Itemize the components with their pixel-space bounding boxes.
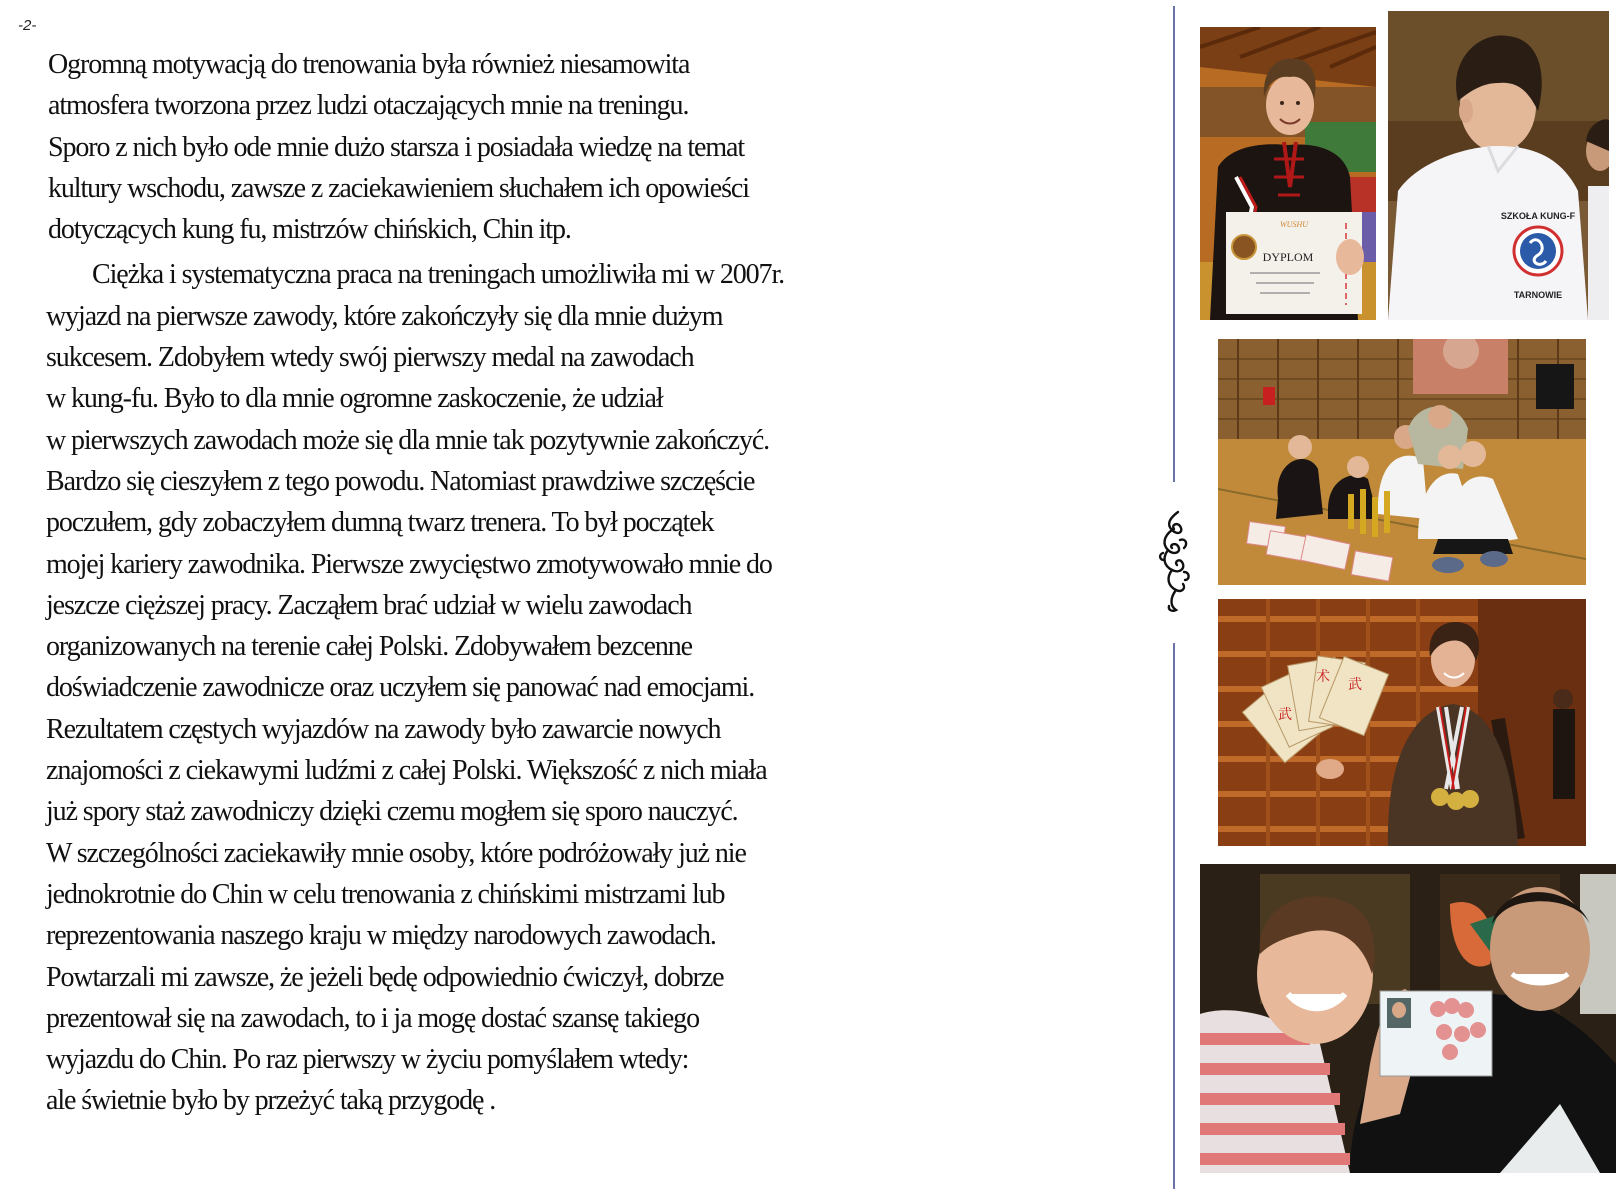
text-line: Ciężka i systematyczna praca na treningach umożliwiła mi w 2007r. [92, 259, 785, 291]
svg-text:WUSHU: WUSHU [1280, 220, 1308, 229]
text-line: w kung-fu. Było to dla mnie ogromne zaskoczenie, że udział [46, 383, 663, 415]
text-line: atmosfera tworzona przez ludzi otaczających mnie na treningu. [48, 90, 689, 122]
text-line: Bardzo się cieszyłem z tego powodu. Natomiast prawdziwe szczęście [46, 465, 755, 497]
diploma-title: DYPLOM [1262, 250, 1314, 264]
article-text [46, 44, 1146, 1122]
photo-passport [1200, 864, 1616, 1173]
text-line: znajomości z ciekawymi ludźmi z całej Polski. Większość z nich miała [46, 755, 767, 787]
text-line: jeszcze cięższej pracy. Zacząłem brać udział w wielu zawodach [46, 589, 692, 621]
text-line: kultury wschodu, zawsze z zaciekawieniem słuchałem ich opowieści [48, 172, 749, 204]
jacket-text-bottom: TARNOWIE [1513, 290, 1563, 300]
text-line: Sporo z nich było ode mnie dużo starsza i posiadała wiedzę na temat [48, 131, 745, 163]
text-line: Ogromną motywacją do trenowania była również niesamowita [48, 49, 690, 80]
page-number: -2- [18, 17, 37, 34]
photo-diplomas-medals [1218, 599, 1586, 846]
photo-medal-diploma [1200, 27, 1376, 320]
text-line: jednokrotnie do Chin w celu trenowania z chińskimi mistrzami lub [46, 878, 725, 910]
text-line: Rezultatem częstych wyjazdów na zawody było zawarcie nowych [46, 713, 721, 745]
text-line: W szczególności zaciekawiły mnie osoby, które podróżowały już nie [46, 837, 746, 869]
paragraph-1 [46, 44, 1146, 250]
jacket-text-top: SZKOŁA KUNG-F [1500, 211, 1576, 221]
svg-text:武: 武 [1278, 707, 1292, 723]
column-divider-top [1173, 6, 1175, 482]
text-line: ale świetnie było by przeżyć taką przygodę . [46, 1085, 496, 1117]
svg-text:武: 武 [1348, 677, 1362, 693]
text-line: reprezentowania naszego kraju w między narodowych zawodach. [46, 920, 716, 952]
text-line: prezentował się na zawodach, to i ja mogę dostać szansę takiego [46, 1002, 699, 1034]
paragraph-2 [46, 254, 1146, 1121]
column-divider-bottom [1173, 643, 1175, 1189]
text-line: mojej kariery zawodnika. Pierwsze zwycięstwo zmotywowało mnie do [46, 548, 772, 580]
photo-school-jacket [1388, 11, 1609, 320]
photo-team-trophies [1218, 339, 1586, 585]
text-line: już spory staż zawodniczy dzięki czemu mogłem się sporo nauczyć. [46, 796, 738, 828]
text-line: poczułem, gdy zobaczyłem dumną twarz trenera. To był początek [46, 507, 714, 539]
text-line: wyjazd na pierwsze zawody, które zakończyły się dla mnie dużym [46, 300, 723, 332]
text-line: Powtarzali mi zawsze, że jeżeli będę odpowiednio ćwiczył, dobrze [46, 961, 724, 993]
text-line: sukcesem. Zdobyłem wtedy swój pierwszy medal na zawodach [46, 342, 694, 374]
text-line: w pierwszych zawodach może się dla mnie tak pozytywnie zakończyć. [46, 424, 770, 456]
ornament-flourish-icon [1156, 510, 1192, 615]
svg-text:术: 术 [1316, 669, 1330, 685]
text-line: wyjazdu do Chin. Po raz pierwszy w życiu pomyślałem wtedy: [46, 1044, 689, 1076]
text-line: dotyczących kung fu, mistrzów chińskich, Chin itp. [48, 214, 571, 246]
text-line: doświadczenie zawodnicze oraz uczyłem się panować nad emocjami. [46, 672, 755, 704]
text-line: organizowanych na terenie całej Polski. Zdobywałem bezcenne [46, 631, 692, 663]
